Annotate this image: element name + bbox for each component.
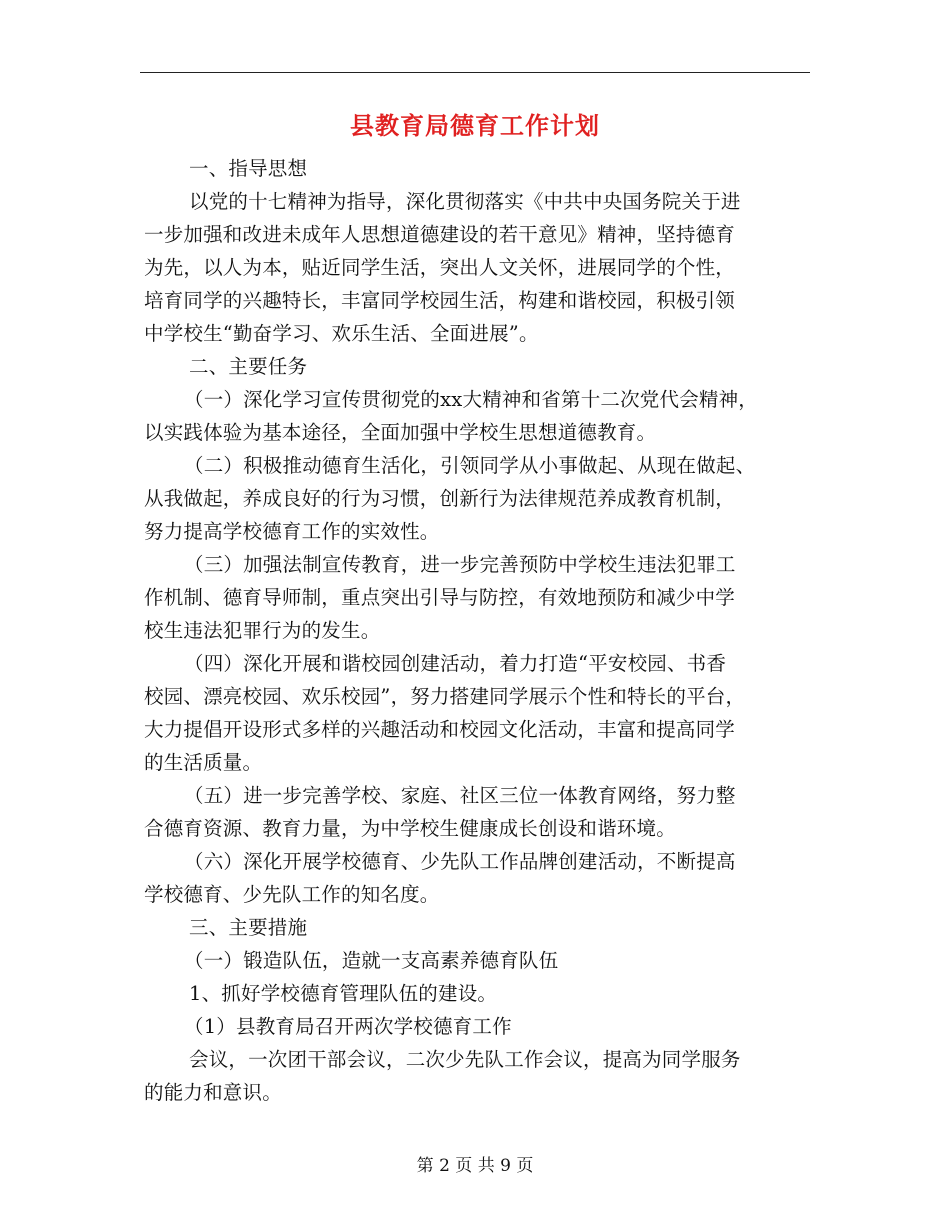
paragraph-line: 中学校生“勤奋学习、欢乐生活、全面进展”。 [144, 322, 539, 345]
paragraph-line: 以党的十七精神为指导，深化贯彻落实《中共中央国务院关于进 [189, 190, 741, 213]
paragraph-line: 的生活质量。 [144, 751, 263, 774]
document-body [144, 152, 812, 1109]
paragraph-line: 大力提倡开设形式多样的兴趣活动和校园文化活动，丰富和提高同学 [144, 718, 736, 741]
paragraph-line: 从我做起，养成良好的行为习惯，创新行为法律规范养成教育机制， [144, 487, 736, 510]
paragraph-line: 校园、漂亮校园、欢乐校园”，努力搭建同学展示个性和特长的平台， [144, 685, 746, 708]
paragraph-line: 的能力和意识。 [144, 1081, 282, 1104]
paragraph-line: （六）深化开展学校德育、少先队工作品牌创建活动，不断提高 [184, 850, 736, 873]
paragraph-line: 学校德育、少先队工作的知名度。 [144, 883, 440, 906]
section-heading: 一、指导思想 [189, 157, 308, 180]
document-title: 县教育局德育工作计划 [350, 111, 600, 140]
paragraph-line: 作机制、德育导师制，重点突出引导与防控，有效地预防和减少中学 [144, 586, 736, 609]
header-rule [140, 72, 810, 73]
section-heading: 二、主要任务 [189, 355, 308, 378]
paragraph-line: （五）进一步完善学校、家庭、社区三位一体教育网络，努力整 [184, 784, 736, 807]
paragraph-line: （一）锻造队伍，造就一支高素养德育队伍 [184, 949, 559, 972]
paragraph-line: 努力提高学校德育工作的实效性。 [144, 520, 440, 543]
page-number: 第 2 页 共 9 页 [416, 1156, 534, 1176]
paragraph-line: （二）积极推动德育生活化，引领同学从小事做起、从现在做起、 [184, 454, 756, 477]
paragraph-line: 为先，以人为本，贴近同学生活，突出人文关怀，进展同学的个性， [144, 256, 736, 279]
paragraph-line: 一步加强和改进未成年人思想道德建设的若干意见》精神，坚持德育 [144, 223, 736, 246]
paragraph-line: 培育同学的兴趣特长，丰富同学校园生活，构建和谐校园，积极引领 [144, 289, 736, 312]
paragraph-line: （1）县教育局召开两次学校德育工作 [184, 1015, 512, 1038]
paragraph-line: 校生违法犯罪行为的发生。 [144, 619, 381, 642]
paragraph-line: （三）加强法制宣传教育，进一步完善预防中学校生违法犯罪工 [184, 553, 736, 576]
paragraph-line: 1、抓好学校德育管理队伍的建设。 [189, 982, 498, 1005]
paragraph-line: （四）深化开展和谐校园创建活动，着力打造“平安校园、书香 [184, 652, 727, 675]
paragraph-line: 合德育资源、教育力量，为中学校生健康成长创设和谐环境。 [144, 817, 676, 840]
section-heading: 三、主要措施 [189, 916, 308, 939]
paragraph-line: （一）深化学习宣传贯彻党的xx大精神和省第十二次党代会精神， [184, 388, 758, 411]
paragraph-line: 会议，一次团干部会议，二次少先队工作会议，提高为同学服务 [189, 1048, 741, 1071]
paragraph-line: 以实践体验为基本途径，全面加强中学校生思想道德教育。 [144, 421, 657, 444]
